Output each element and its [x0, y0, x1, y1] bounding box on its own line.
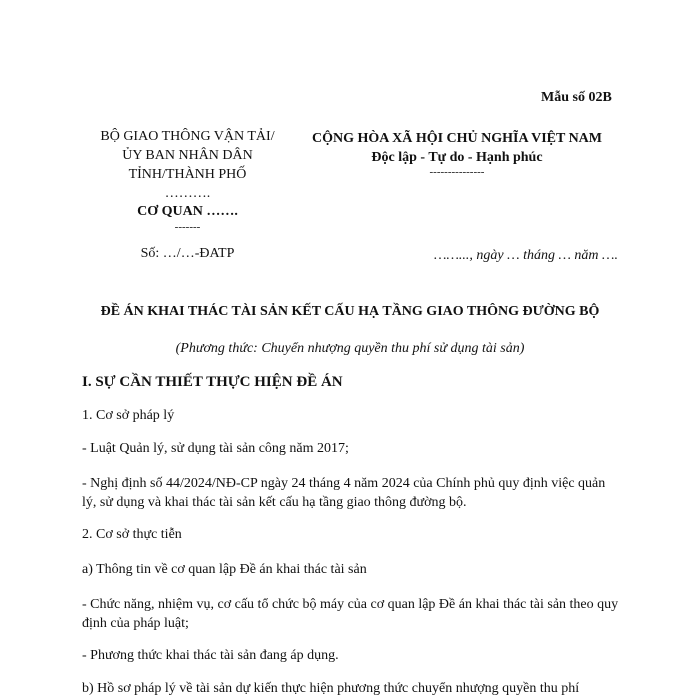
section-heading: I. SỰ CẦN THIẾT THỰC HIỆN ĐỀ ÁN [82, 374, 343, 390]
country-name: CỘNG HÒA XÃ HỘI CHỦ NGHĨA VIỆT NAM [311, 131, 602, 146]
agency-name: CƠ QUAN ……. [137, 204, 238, 219]
right-divider: --------------- [429, 166, 485, 178]
law-item-1: - Luật Quản lý, sử dụng tài sản công năm 2017; [82, 441, 349, 456]
date-line: ……..., ngày … tháng … năm …. [434, 248, 618, 263]
ministry-line-1: BỘ GIAO THÔNG VẬN TẢI/ [100, 129, 275, 144]
form-code: Mẫu số 02B [541, 90, 612, 105]
ministry-line-4: ………. [164, 186, 211, 201]
national-motto: Độc lập - Tự do - Hạnh phúc [371, 150, 543, 165]
sub-item-a: a) Thông tin về cơ quan lập Đề án khai thác tài sản [82, 562, 367, 577]
ministry-line-2: ỦY BAN NHÂN DÂN [122, 148, 253, 163]
ministry-line-3: TỈNH/THÀNH PHỐ [128, 167, 247, 182]
sub-item-a-1: - Chức năng, nhiệm vụ, cơ cấu tổ chức bộ máy của cơ quan lập Đề án khai thác tài sản theo quy định của pháp luật; [82, 597, 619, 631]
left-divider: ------- [174, 221, 201, 233]
document-number: Số: …/…-ĐATP [140, 246, 235, 261]
item-practical-basis: 2. Cơ sở thực tiễn [82, 527, 182, 542]
item-legal-basis: 1. Cơ sở pháp lý [82, 408, 175, 423]
document-title: ĐỀ ÁN KHAI THÁC TÀI SẢN KẾT CẤU HẠ TẦNG GIAO THÔNG ĐƯỜNG BỘ [100, 304, 600, 319]
document-subtitle: (Phương thức: Chuyển nhượng quyền thu phí sử dụng tài sản) [175, 341, 525, 356]
sub-item-a-2: - Phương thức khai thác tài sản đang áp dụng. [82, 648, 339, 663]
law-item-2: - Nghị định số 44/2024/NĐ-CP ngày 24 tháng 4 năm 2024 của Chính phủ quy định việc quản lý, sử dụng và khai thác tài sản kết cấu hạ tầng giao thông đường bộ. [82, 476, 606, 510]
sub-item-b: b) Hồ sơ pháp lý về tài sản dự kiến thực hiện phương thức chuyển nhượng quyền thu phí [82, 681, 580, 696]
